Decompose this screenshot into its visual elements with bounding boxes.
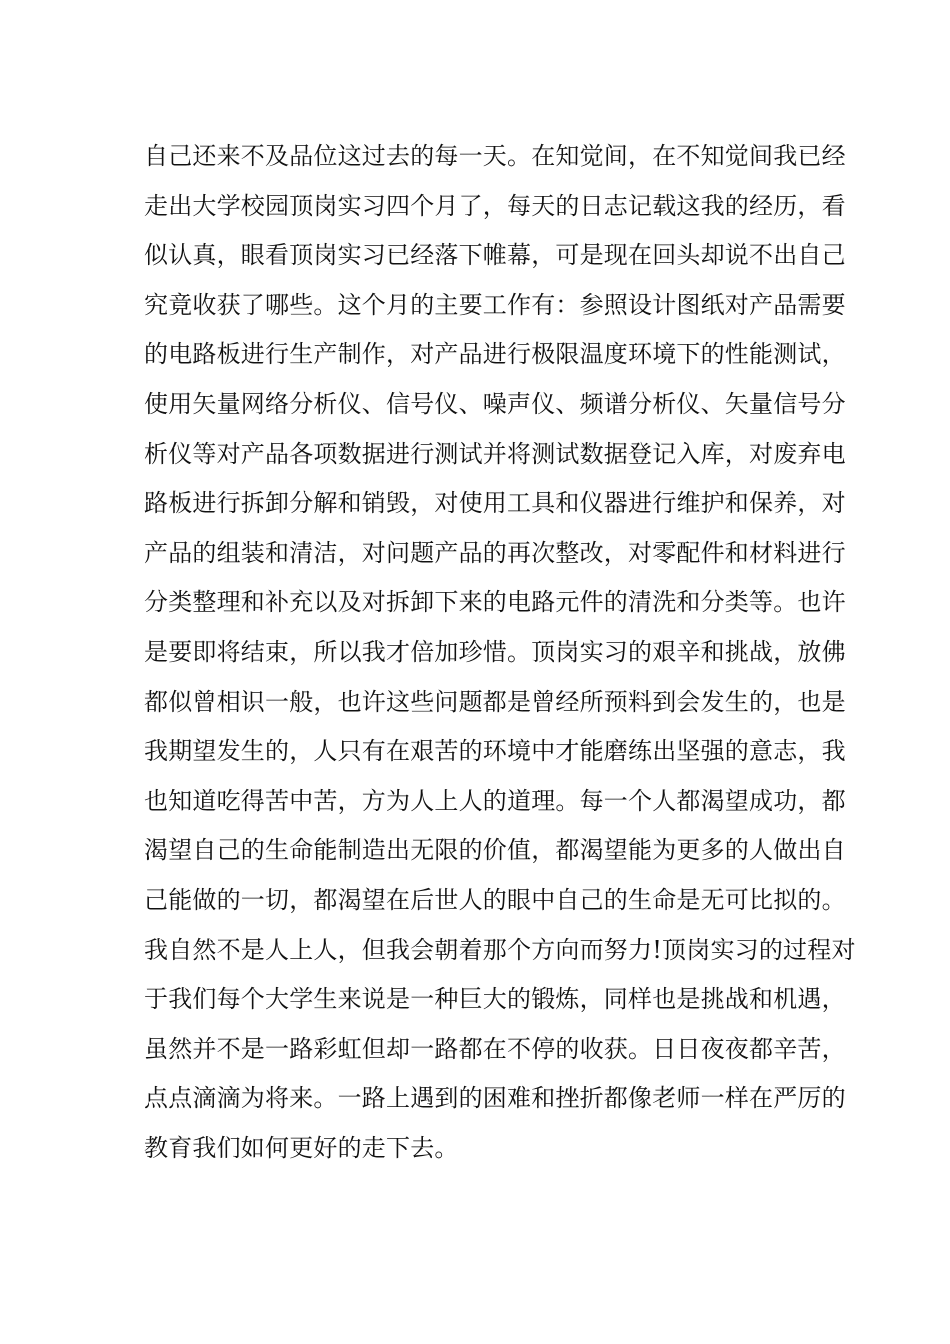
- paragraph-line: 虽然并不是一路彩虹但却一路都在不停的收获。日日夜夜都辛苦，: [144, 1034, 846, 1063]
- paragraph-line: 己能做的一切，都渴望在后世人的眼中自己的生命是无可比拟的。: [144, 885, 846, 914]
- paragraph-line: 于我们每个大学生来说是一种巨大的锻炼，同样也是挑战和机遇，: [144, 985, 846, 1014]
- paragraph-line: 点点滴滴为将来。一路上遇到的困难和挫折都像老师一样在严厉的: [144, 1084, 846, 1113]
- body-paragraph: [144, 132, 856, 1173]
- paragraph-line: 渴望自己的生命能制造出无限的价值，都渴望能为更多的人做出自: [144, 836, 846, 865]
- paragraph-line: 也知道吃得苦中苦，方为人上人的道理。每一个人都渴望成功，都: [144, 786, 846, 815]
- paragraph-line: 析仪等对产品各项数据进行测试并将测试数据登记入库，对废弃电: [144, 439, 846, 468]
- paragraph-line: 产品的组装和清洁，对问题产品的再次整改，对零配件和材料进行: [144, 538, 846, 567]
- paragraph-line: 路板进行拆卸分解和销毁，对使用工具和仪器进行维护和保养，对: [144, 489, 846, 518]
- paragraph-line: 我期望发生的，人只有在艰苦的环境中才能磨练出坚强的意志，我: [144, 737, 846, 766]
- paragraph-line: 分类整理和补充以及对拆卸下来的电路元件的清洗和分类等。也许: [144, 588, 846, 617]
- paragraph-line: 是要即将结束，所以我才倍加珍惜。顶岗实习的艰辛和挑战，放佛: [144, 637, 846, 666]
- paragraph-line: 似认真，眼看顶岗实习已经落下帷幕，可是现在回头却说不出自己: [144, 241, 846, 270]
- paragraph-line: 使用矢量网络分析仪、信号仪、噪声仪、频谱分析仪、矢量信号分: [144, 389, 846, 418]
- paragraph-line: 我自然不是人上人，但我会朝着那个方向而努力!顶岗实习的过程对: [144, 935, 856, 964]
- paragraph-line: 的电路板进行生产制作，对产品进行极限温度环境下的性能测试，: [144, 340, 846, 369]
- paragraph-line: 都似曾相识一般，也许这些问题都是曾经所预料到会发生的，也是: [144, 687, 846, 716]
- paragraph-line: 走出大学校园顶岗实习四个月了，每天的日志记载这我的经历，看: [144, 191, 846, 220]
- paragraph-line: 究竟收获了哪些。这个月的主要工作有：参照设计图纸对产品需要: [144, 290, 846, 319]
- paragraph-line: 教育我们如何更好的走下去。: [144, 1133, 459, 1162]
- paragraph-line: 自己还来不及品位这过去的每一天。在知觉间，在不知觉间我已经: [144, 142, 846, 170]
